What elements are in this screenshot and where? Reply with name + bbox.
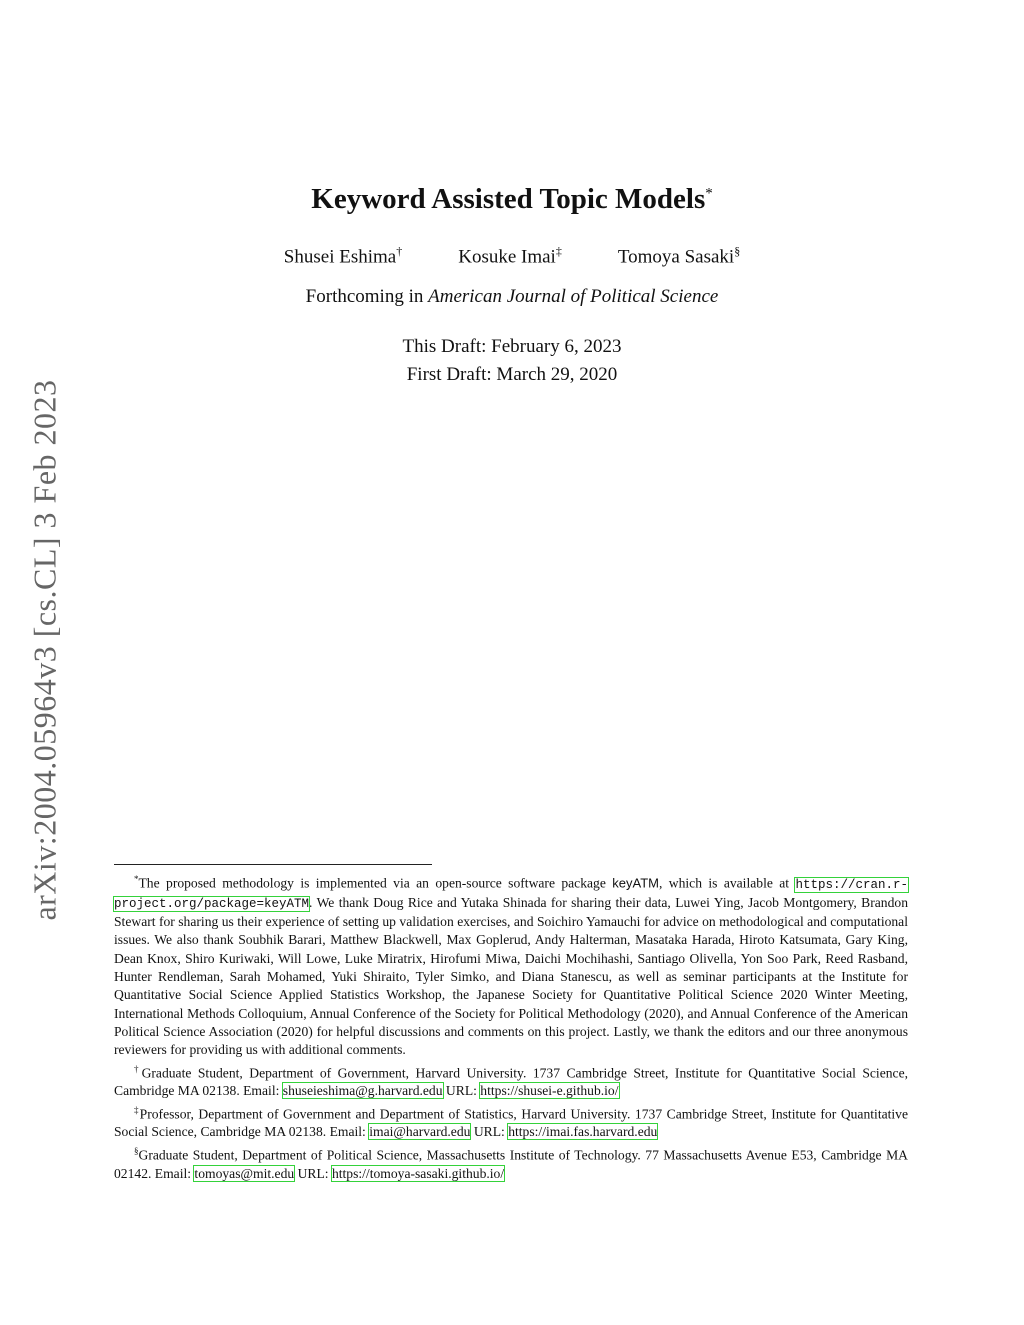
author-name: Shusei Eshima	[283, 246, 397, 268]
email-link[interactable]: tomoyas@mit.edu	[194, 1165, 295, 1181]
paper-title	[0, 183, 1024, 216]
footnote-eshima	[114, 1060, 908, 1101]
footnote-mark: ‡	[134, 1104, 140, 1115]
footnote-imai	[114, 1101, 908, 1142]
author-name: Tomoya Sasaki	[617, 246, 735, 268]
footnote-text: . We thank Doug Rice and Yutaka Shinada for sharing their data, Luwei Ying, Jacob Montgomery, Brandon Stewart for sharing us their experience of setting up validation exercises, and Soichiro Yamauchi for advice on methodological and computational issues. We also thank Soubhik Barari, Matthew Blackwell, Max Goplerud, Andy Halterman, Masataka Harada, Hiroto Katsumata, Gary King, Dean Knox, Shiro Kuriwaki, Will Lowe, Luke Miratrix, Hirofumi Miwa, Daichi Mochihashi, Santiago Olivella, Yon Soo Park, Reed Rasband, Hunter Rendleman, Sarah Mohamed, Yuki Shiraito, Tyler Simko, and Diana Stanescu, as well as seminar participants at the Institute for Quantitative Social Science Applied Statistics Workshop, the Japanese Society for Quantitative Political Science 2020 Winter Meeting, International Methods Colloquium, Annual Conference of the Society for Political Methodology (2020), and Annual Conference of the American Political Science Association (2020) for helpful discussions and comments on this project. Lastly, we thank the editors and our three anonymous reviewers for providing us with additional comments.	[114, 894, 908, 1058]
footnote-mark: *	[134, 874, 139, 884]
footnotes	[114, 870, 908, 1183]
forthcoming-prefix: Forthcoming in	[305, 286, 429, 307]
author-imai	[458, 244, 562, 268]
footnote-text: Professor, Department of Government and Department of Statistics, Harvard University. 1737 Cambridge Street, Institute for Quantitative Social Science, Cambridge MA 02138. Email:	[114, 1106, 909, 1140]
author-footnote-mark[interactable]: §	[734, 244, 741, 258]
author-sasaki	[618, 244, 740, 268]
footnote-text: The proposed methodology is implemented via an open-source software package	[138, 875, 613, 891]
email-link[interactable]: shuseieshima@g.harvard.edu	[282, 1083, 443, 1099]
author-footnote-mark[interactable]: †	[396, 244, 403, 258]
package-name: keyATM	[612, 875, 659, 891]
footnote-text: Graduate Student, Department of Political Science, Massachusetts Institute of Technology. 77 Massachusetts Avenue E53, Cambridge MA 02142. Email:	[114, 1147, 908, 1181]
arxiv-stamp	[20, 370, 70, 930]
title-footnote-mark[interactable]: *	[705, 185, 713, 202]
publication-note	[0, 286, 1024, 308]
author-eshima	[284, 244, 402, 268]
this-draft-date: This Draft: February 6, 2023	[402, 336, 622, 357]
footnote-acknowledgements	[114, 870, 908, 1060]
homepage-link[interactable]: https://imai.fas.harvard.edu	[508, 1124, 658, 1140]
footnote-mark: §	[134, 1145, 139, 1156]
homepage-link[interactable]: https://tomoya-sasaki.github.io/	[331, 1165, 505, 1181]
cran-link[interactable]: https://cran.r-project.org/package=keyATM	[114, 877, 908, 911]
author-footnote-mark[interactable]: ‡	[555, 244, 562, 258]
footnote-text: , which is available at	[658, 875, 796, 891]
footnote-text: URL:	[294, 1165, 332, 1181]
footnote-sasaki	[114, 1142, 908, 1183]
footnote-text: URL:	[442, 1083, 481, 1099]
footnote-text: Graduate Student, Department of Government, Harvard University. 1737 Cambridge Street, Institute for Quantitative Social Science, Cambridge MA 02138. Email:	[114, 1065, 909, 1099]
draft-dates	[0, 333, 1024, 389]
first-draft-date: First Draft: March 29, 2020	[406, 364, 618, 385]
email-link[interactable]: imai@harvard.edu	[369, 1124, 471, 1140]
journal-name: American Journal of Political Science	[428, 286, 719, 307]
author-list	[0, 244, 1024, 268]
footnote-mark: †	[134, 1063, 142, 1074]
arxiv-stamp-text: arXiv:2004.05964v3 [cs.CL] 3 Feb 2023	[26, 379, 63, 921]
homepage-link[interactable]: https://shusei-e.github.io/	[480, 1083, 619, 1099]
title-text: Keyword Assisted Topic Models	[311, 183, 706, 215]
footnote-text: URL:	[470, 1124, 509, 1140]
author-name: Kosuke Imai	[458, 246, 556, 268]
footnote-rule	[114, 864, 432, 865]
